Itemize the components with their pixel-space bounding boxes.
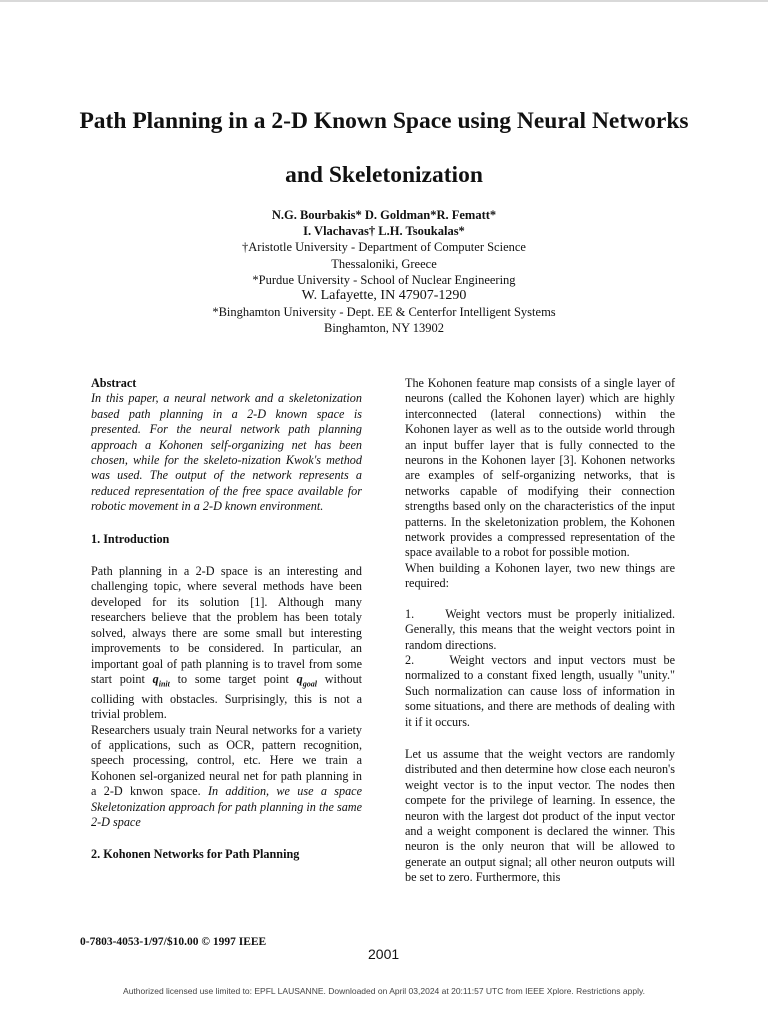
affiliation-purdue-city: W. Lafayette, IN 47907-1290 xyxy=(301,288,467,304)
authors-line-2: I. Vlachavas† L.H. Tsoukalas* xyxy=(303,224,465,239)
authors-line-1: N.G. Bourbakis* D. Goldman*R. Fematt* xyxy=(271,208,497,222)
q-goal-symbol: $q_{goal}$ xyxy=(296,671,317,689)
license-footer: Authorized licensed use limited to: EPFL LAUSANNE. Downloaded on April 03,2024 at 20:11:57 UTC from IEEE Xplore. Restrictions apply. xyxy=(123,986,645,996)
affiliation-aristotle: †Aristotle University - Department of Computer Science xyxy=(242,240,526,255)
kohonen-paragraph: The Kohonen feature map consists of a single layer of neurons (called the Kohonen layer) which are highly interconnected (lateral connections) within the Kohonen layer as well as to the outside world through an input buffer layer that is fully connected to the neurons in the Kohonen layer [3]. Kohonen networks are examples of self-organizing networks, that is networks capable of modifying their connection strengths based only on the characteristics of the input patterns. In the skeletonization problem, the Kohonen network provides a compressed representation of the space available to a robot for possible motion. xyxy=(405,376,675,560)
affiliation-binghamton-city: Binghamton, NY 13902 xyxy=(323,321,445,336)
author-block xyxy=(120,207,648,337)
abstract-text: In this paper, a neural network and a skeletonization based path planning in a 2-D known space is presented. For the neural network path planning approach a Kohonen self-organizing net has been chosen, while for the skeleto-nization Kwok's method was used. The output of the network represents a reduced representation of the free space available for robotic movement in a 2-D known environment. xyxy=(91,391,362,514)
affiliation-binghamton: *Binghamton University - Dept. EE & Centerfor Intelligent Systems xyxy=(212,305,556,320)
intro-paragraph-2: Researchers usualy train Neural networks for a variety of applications, such as OCR, pattern recognition, speech processing, control, etc. Here we train a Kohonen sel-organized neural net for path planning in a 2-D knwon space. In addition, we use a space Skeletonization approach for path planning in the same 2-D space xyxy=(91,722,363,829)
affiliation-aristotle-city: Thessaloniki, Greece xyxy=(331,256,437,271)
section-2-heading: 2. Kohonen Networks for Path Planning xyxy=(91,847,300,862)
requirement-item-1: 1. Weight vectors must be properly initialized. Generally, this means that the weight vectors point in random directions. xyxy=(405,606,675,652)
requirement-item-2: 2. Weight vectors and input vectors must be normalized to a constant fixed length, usually "unity." Such normalization can cause loss of information in some situations, and there are methods of dealing with it if it occurs. xyxy=(405,652,676,729)
paper-title: Path Planning in a 2-D Known Space using Neural Networks and Skeletonization xyxy=(79,108,689,188)
q-init-symbol: $q_{init}$ xyxy=(152,671,170,689)
intro-paragraph-1: Path planning in a 2-D space is an interesting and challenging topic, where several methods have been developed for its solution [1]. Although many researchers believe that the problem has been totaly solved, always there are some small but interesting improvements to be considered. In particular, an important goal of path planning is to travel from some start point $q_{init}$ to some target point $q_{goal}$ without colliding with obstacles. Surprisingly, this is not a trivial problem. xyxy=(91,564,362,722)
affiliation-purdue: *Purdue University - School of Nuclear Engineering xyxy=(252,272,516,287)
weight-vectors-paragraph: Let us assume that the weight vectors are randomly distributed and then determine how close each neuron's weight vector is to the input vector. The nodes then compete for the privilege of learning. In essence, the neuron with the largest dot product of the input vector and a weight component is declared the winner. This neuron is the only neuron that will be allowed to generate an output signal; all other neuron outputs will be set to zero. Furthermore, this xyxy=(405,746,675,885)
intro-heading: 1. Introduction xyxy=(91,531,170,546)
page-number: 2001 xyxy=(368,946,400,962)
top-border xyxy=(0,0,768,2)
abstract-heading: Abstract xyxy=(91,376,137,390)
left-column xyxy=(91,376,362,863)
copyright-notice: 0-7803-4053-1/97/$10.00 © 1997 IEEE xyxy=(80,936,267,948)
requirements-intro: When building a Kohonen layer, two new things are required: xyxy=(405,560,675,591)
right-column xyxy=(405,376,675,886)
